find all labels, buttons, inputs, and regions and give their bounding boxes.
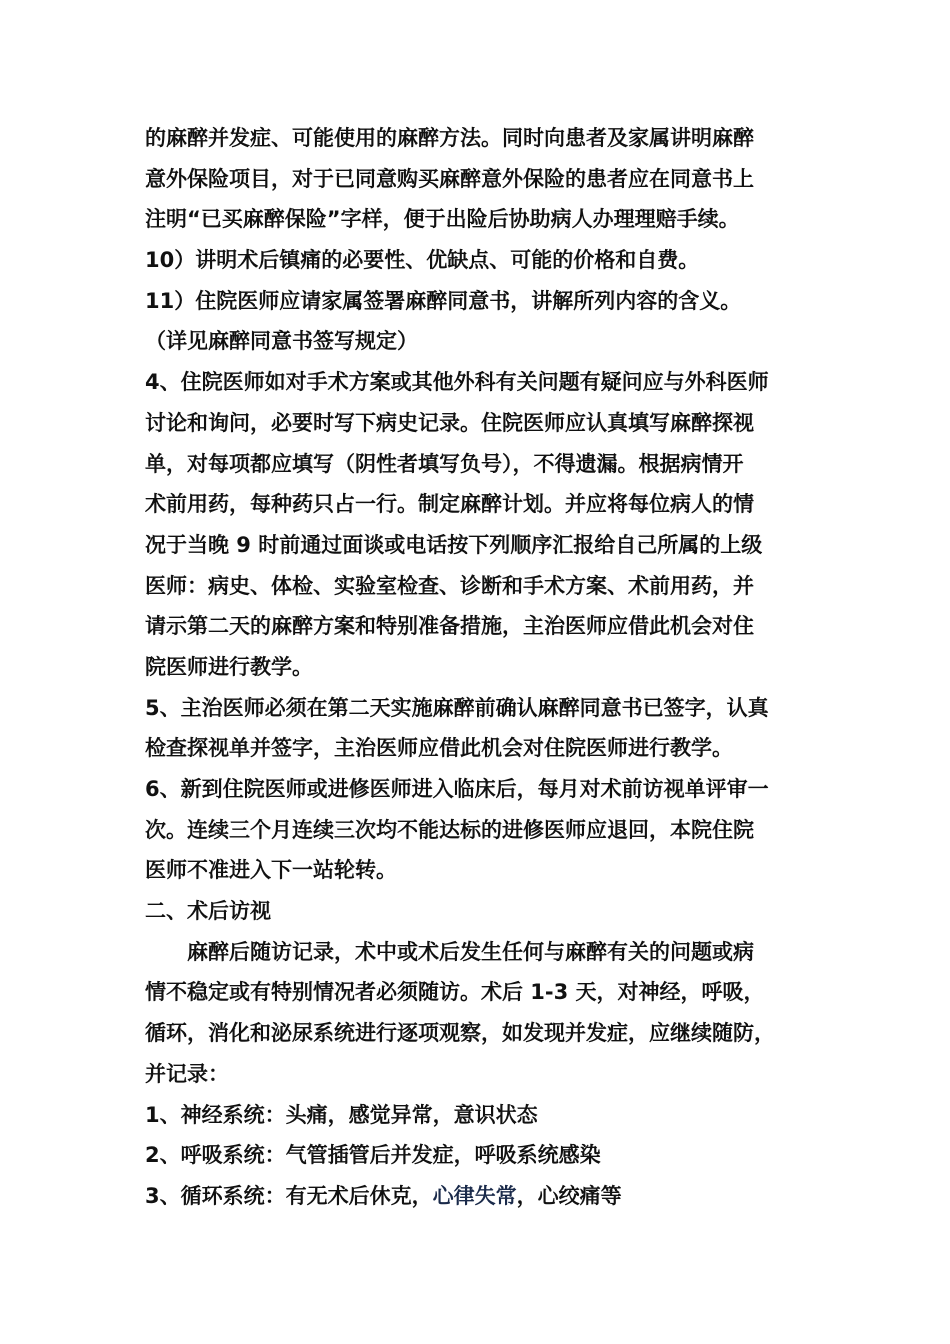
text-line: 单，对每项都应填写（阴性者填写负号），不得遗漏。根据病情开	[145, 451, 744, 476]
list-item: 1、神经系统：头痛，感觉异常，意识状态	[145, 1102, 538, 1127]
list-item-prefix: 3、循环系统：有无术后休克，	[145, 1183, 433, 1208]
text-line: 讨论和询问，必要时写下病史记录。住院医师应认真填写麻醉探视	[145, 410, 754, 435]
text-line: 4、住院医师如对手术方案或其他外科有关问题有疑问应与外科医师	[145, 370, 769, 395]
text-line: 次。连续三个月连续三次均不能达标的进修医师应退回，本院住院	[145, 817, 754, 842]
section-heading: 二、术后访视	[145, 899, 271, 924]
text-line: 的麻醉并发症、可能使用的麻醉方法。同时向患者及家属讲明麻醉	[145, 126, 754, 150]
text-line: 意外保险项目，对于已同意购买麻醉意外保险的患者应在同意书上	[145, 166, 754, 191]
text-line: 检查探视单并签字，主治医师应借此机会对住院医师进行教学。	[145, 736, 733, 761]
text-line: 10）讲明术后镇痛的必要性、优缺点、可能的价格和自费。	[145, 248, 700, 273]
list-item: 2、呼吸系统：气管插管后并发症，呼吸系统感染	[145, 1143, 601, 1168]
text-line: （详见麻醉同意书签写规定）	[145, 329, 418, 354]
text-line: 况于当晚 9 时前通过面谈或电话按下列顺序汇报给自己所属的上级	[145, 532, 763, 557]
text-line: 6、新到住院医师或进修医师进入临床后，每月对术前访视单评审一	[145, 777, 769, 801]
text-line: 并记录：	[145, 1061, 229, 1086]
paragraph-first-line: 麻醉后随访记录，术中或术后发生任何与麻醉有关的问题或病	[187, 939, 754, 964]
list-item-highlight: 心律失常	[432, 1183, 517, 1208]
text-line: 循环，消化和泌尿系统进行逐项观察，如发现并发症，应继续随防，	[145, 1021, 775, 1046]
text-line: 院医师进行教学。	[145, 654, 313, 679]
text-line: 医师：病史、体检、实验室检查、诊断和手术方案、术前用药，并	[145, 573, 754, 598]
text-line: 请示第二天的麻醉方案和特别准备措施，主治医师应借此机会对住	[145, 614, 754, 639]
text-line: 术前用药，每种药只占一行。制定麻醉计划。并应将每位病人的情	[145, 492, 754, 517]
list-item-suffix: ，心绞痛等	[516, 1183, 622, 1208]
text-line: 情不稳定或有特别情况者必须随访。术后 1-3 天，对神经，呼吸，	[145, 980, 765, 1005]
text-line: 注明“已买麻醉保险”字样，便于出险后协助病人办理理赔手续。	[145, 207, 740, 232]
document-body	[145, 118, 815, 1217]
text-line: 5、主治医师必须在第二天实施麻醉前确认麻醉同意书已签字，认真	[145, 695, 769, 720]
list-item	[145, 1176, 815, 1217]
text-line: 医师不准进入下一站轮转。	[145, 858, 397, 883]
text-line: 11）住院医师应请家属签署麻醉同意书，讲解所列内容的含义。	[145, 288, 742, 313]
